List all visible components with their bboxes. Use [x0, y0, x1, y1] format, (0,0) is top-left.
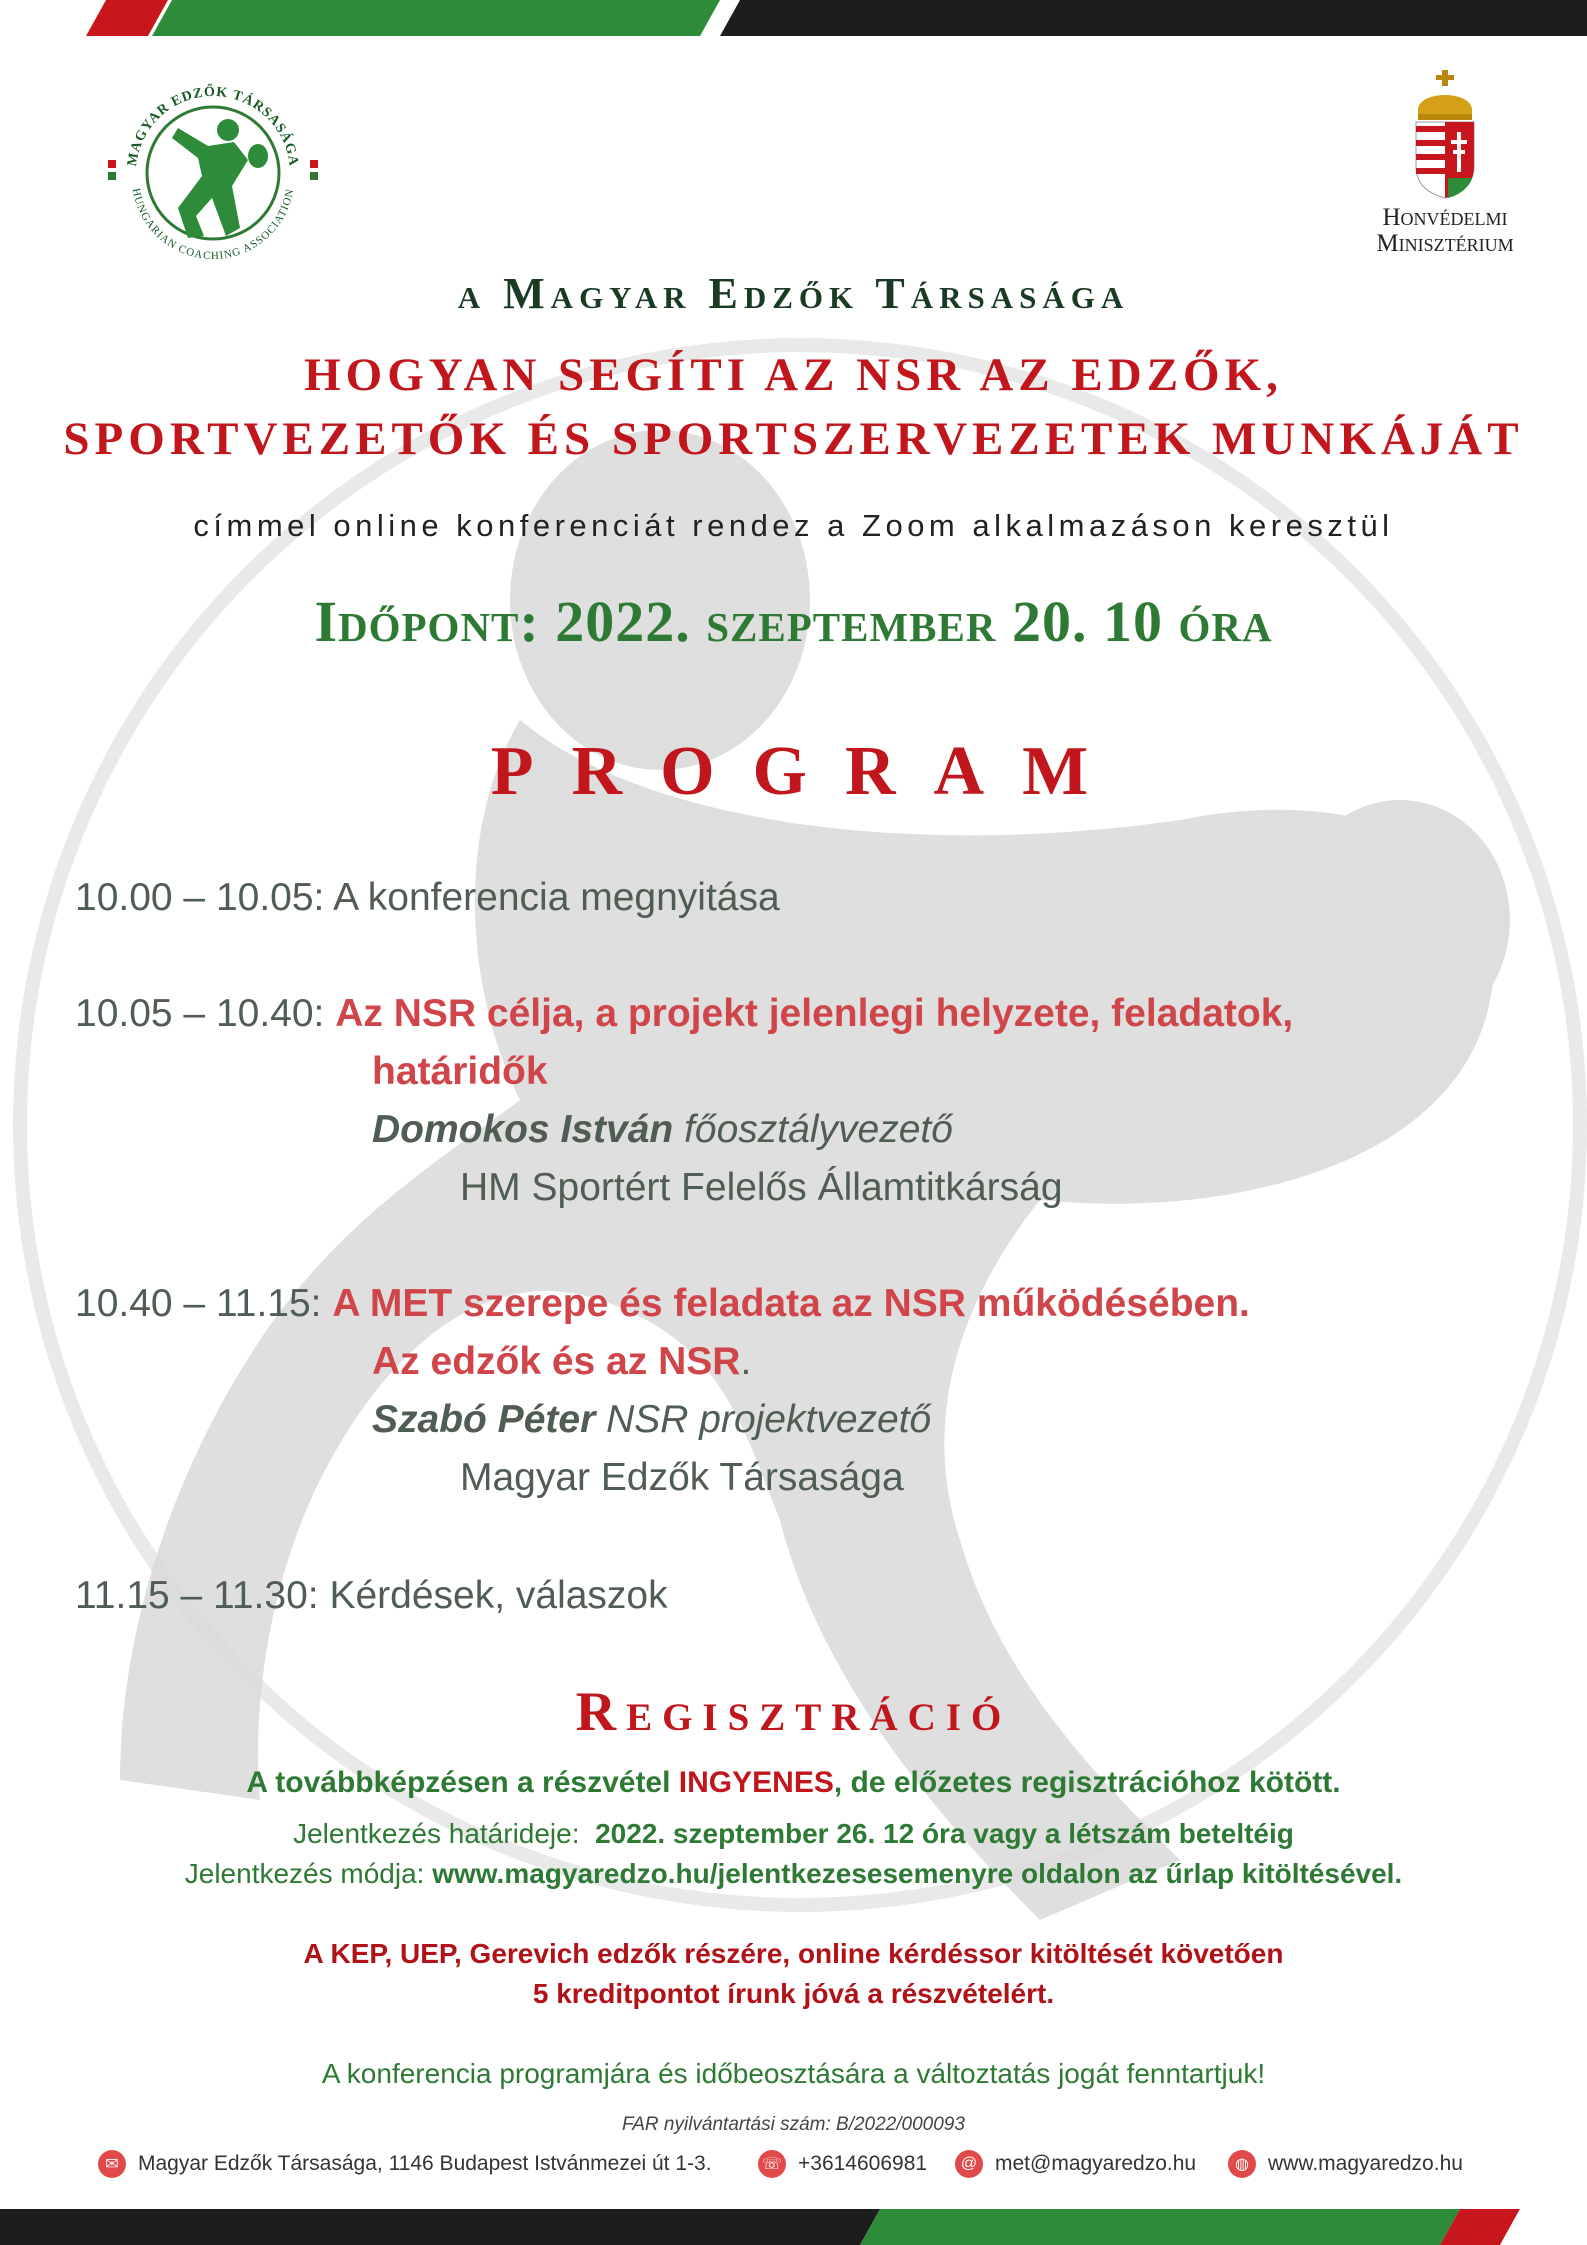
footer-web[interactable] [1228, 2150, 1463, 2178]
program-item-topic-cont: határidők [372, 1050, 548, 1093]
credit-info-line1: A KEP, UEP, Gerevich edzők részére, online kérdéssor kitöltését követően [303, 1938, 1284, 1969]
program-item-text: Kérdések, válaszok [329, 1574, 668, 1617]
registration-title: Regisztráció [575, 1681, 1012, 1743]
ministry-name-line1: Honvédelmi [1382, 204, 1508, 231]
speaker-name: Domokos István [372, 1108, 674, 1151]
program-item-topic-period: . [740, 1340, 752, 1383]
deadline-label: Jelentkezés határideje: [293, 1818, 580, 1849]
registration-deadline [0, 1818, 1587, 1850]
program-item-text: A konferencia megnyitása [333, 876, 780, 919]
conference-date: Időpont: 2022. szeptember 20. 10 óra [314, 589, 1273, 654]
footer-email[interactable] [955, 2150, 1196, 2178]
footer-phone-text[interactable]: +3614606981 [798, 2152, 928, 2175]
program-item-2-org: HM Sportért Felelős Államtitkárság [460, 1166, 1063, 1209]
program-item-topic-cont: Az edzők és az NSR [372, 1340, 741, 1383]
bottom-stripe-bar [0, 2209, 1587, 2245]
registration-info-line [0, 1766, 1587, 1800]
met-logo [108, 68, 318, 278]
footer-web-text[interactable]: www.magyaredzo.hu [1268, 2152, 1463, 2175]
program-item-topic: Az NSR célja, a projekt jelenlegi helyzete, feladatok, [335, 992, 1294, 1035]
program-item-3-topic-cont [372, 1340, 751, 1384]
program-item-2-speaker [372, 1108, 953, 1152]
hm-logo [1345, 70, 1545, 270]
footer-phone[interactable] [758, 2150, 927, 2178]
credit-info-line2: 5 kreditpontot írunk jóvá a részvételért. [532, 1978, 1055, 2009]
program-item-time: 10.00 – 10.05: [75, 876, 325, 919]
program-item-time: 10.40 – 11.15: [75, 1282, 322, 1325]
phone-icon: ☏ [758, 2150, 786, 2178]
conference-title-line2: SPORTVEZETŐK ÉS SPORTSZERVEZETEK MUNKÁJÁT [63, 413, 1524, 465]
speaker-role: főosztályvezető [684, 1108, 953, 1151]
speaker-name: Szabó Péter [372, 1398, 596, 1441]
registration-line-c: , de előzetes regisztrációhoz kötött. [833, 1766, 1341, 1799]
program-title: PROGRAM [490, 733, 1127, 810]
conference-title-line1: HOGYAN SEGÍTI AZ NSR AZ EDZŐK, [304, 349, 1283, 401]
program-item-time: 10.05 – 10.40: [75, 992, 325, 1035]
hungarian-coat-of-arms-icon [1410, 70, 1480, 200]
footer-email-text[interactable]: met@magyaredzo.hu [995, 2152, 1197, 2175]
globe-icon: ◍ [1228, 2150, 1256, 2178]
logo-ring-text-bottom: HUNGARIAN COACHING ASSOCIATION [129, 187, 297, 263]
program-item-2-time [75, 992, 1293, 1036]
logo-ring-text-top: MAGYAR EDZŐK TÁRSASÁGA [125, 84, 301, 168]
top-stripe-bar [0, 0, 1587, 36]
registration-line-a: A továbbképzésen a részvétel [246, 1766, 679, 1799]
program-item-2-topic-cont [372, 1050, 548, 1094]
speaker-role: NSR projektvezető [606, 1398, 932, 1441]
at-sign-icon: @ [955, 2150, 983, 2178]
registration-free-badge: INGYENES [678, 1766, 834, 1799]
disclaimer: A konferencia programjára és időbeosztására a változtatás jogát fenntartjuk! [321, 2058, 1266, 2089]
registration-method [0, 1858, 1587, 1890]
method-value-link[interactable]: www.magyaredzo.hu/jelentkezesesemenyre oldalon az űrlap kitöltésével. [432, 1858, 1403, 1889]
program-item-1 [75, 876, 780, 920]
program-item-3-time [75, 1282, 1250, 1326]
program-item-3-org: Magyar Edzők Társasága [460, 1456, 904, 1499]
conference-subtitle: címmel online konferenciát rendez a Zoom alkalmazáson keresztül [193, 508, 1394, 543]
mail-envelope-icon: ✉ [98, 2150, 126, 2178]
organizer-title: a Magyar Edzők Társasága [457, 269, 1130, 318]
program-item-4 [75, 1574, 668, 1618]
program-item-time: 11.15 – 11.30: [75, 1574, 319, 1617]
method-label: Jelentkezés módja: [184, 1858, 425, 1889]
deadline-value: 2022. szeptember 26. 12 óra vagy a létszám beteltéig [595, 1818, 1294, 1849]
far-number: FAR nyilvántartási szám: B/2022/000093 [622, 2114, 965, 2135]
program-item-3-speaker [372, 1398, 931, 1442]
footer-address-text: Magyar Edzők Társasága, 1146 Budapest Istvánmezei út 1-3. [138, 2152, 712, 2175]
footer-address [98, 2150, 712, 2178]
ministry-name-line2: Minisztérium [1376, 230, 1514, 257]
program-item-topic: A MET szerepe és feladata az NSR működésében. [332, 1282, 1250, 1325]
